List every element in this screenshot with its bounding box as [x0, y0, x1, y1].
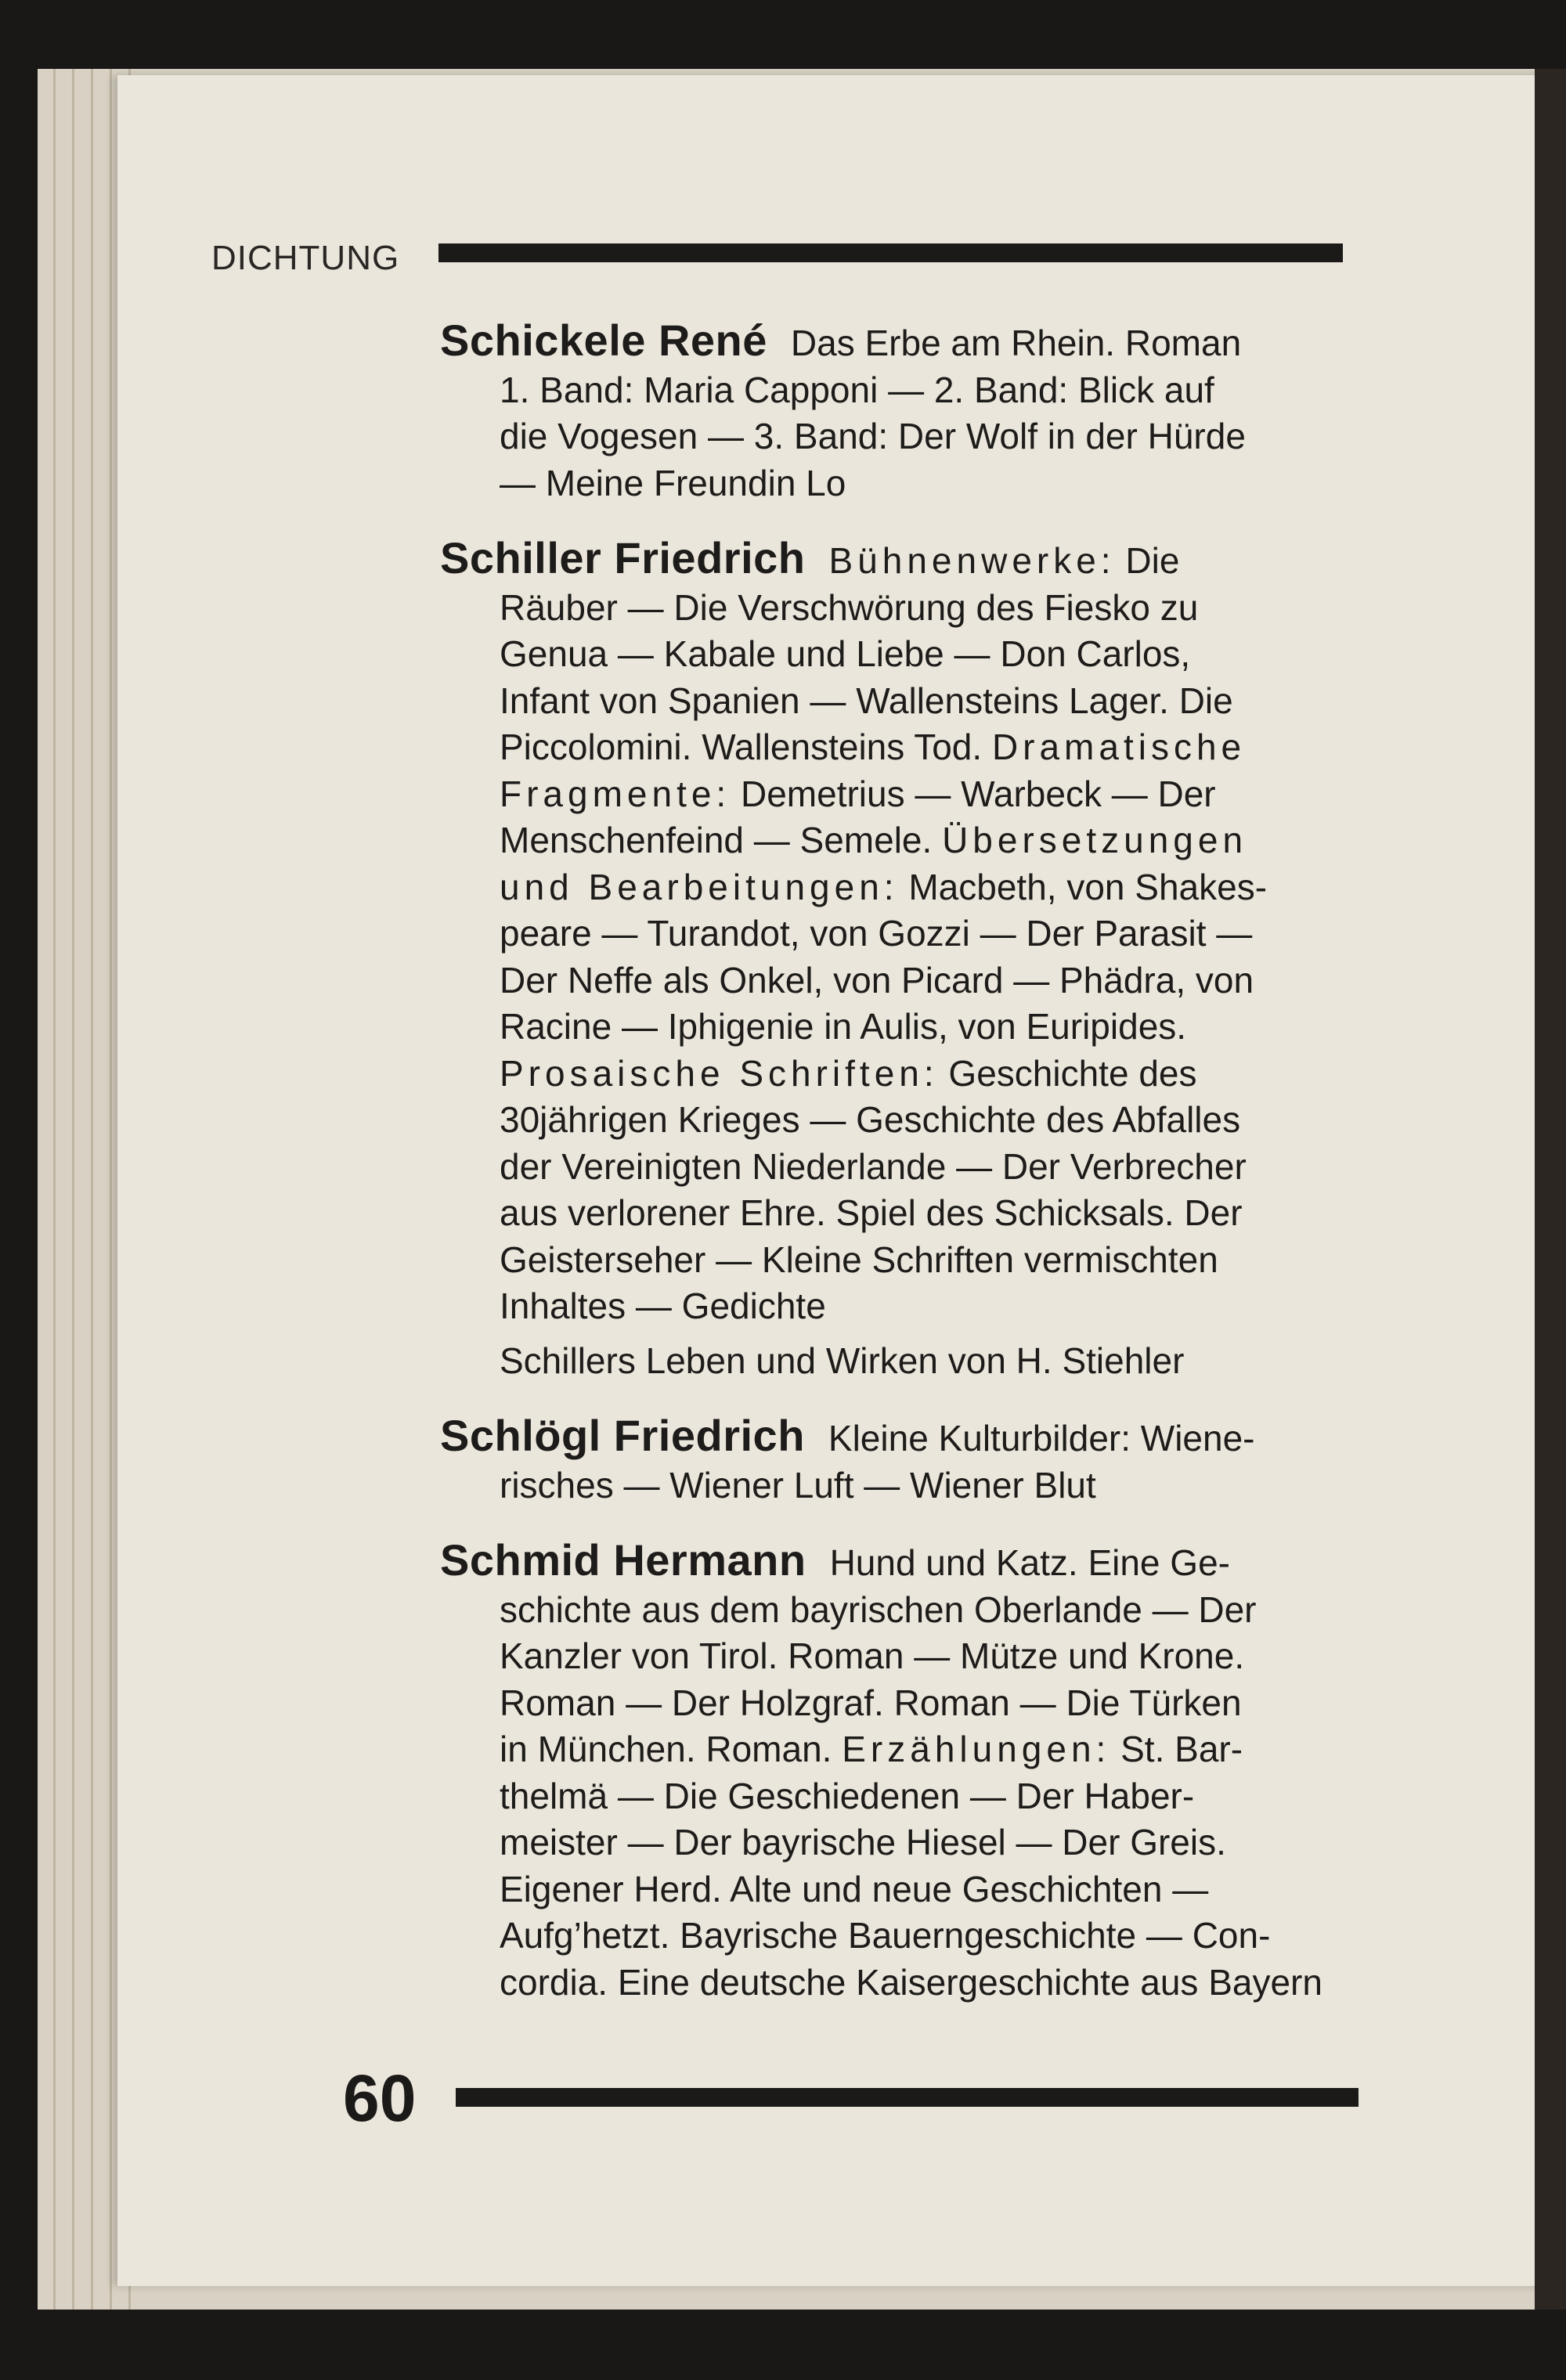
author-name: Schlögl Friedrich — [440, 1411, 805, 1460]
entry-line: cordia. Eine deutsche Kaisergeschichte aus Bayern — [500, 1961, 1322, 2003]
category-label: Bühnenwerke: — [828, 540, 1116, 581]
category-label: Fragmente: — [500, 773, 731, 814]
entry-schiller — [440, 535, 1364, 1384]
page-edge — [91, 69, 93, 2310]
entry-text: Das Erbe am Rhein. Roman — [790, 323, 1242, 363]
entry-first-line — [440, 1412, 1364, 1462]
entry-line — [440, 817, 1364, 864]
bibliography-list — [440, 317, 1364, 2034]
page-edge — [72, 69, 74, 2310]
entry-line: der Vereinigten Niederlande — Der Verbrecher — [500, 1145, 1247, 1187]
author-name: Schmid Hermann — [440, 1535, 806, 1585]
page-gutter-shadow — [1535, 69, 1566, 2310]
entry-text: Demetrius — Warbeck — Der — [731, 773, 1216, 814]
entry-text: Menschenfeind — Semele. — [500, 820, 943, 860]
entry-line: Racine — Iphigenie in Aulis, von Euripides. — [500, 1006, 1187, 1047]
entry-text: Kleine Kulturbilder: Wiene- — [828, 1418, 1255, 1459]
entry-line: peare — Turandot, von Gozzi — Der Parasit — — [500, 913, 1253, 954]
entry-line: risches — Wiener Luft — Wiener Blut — [500, 1464, 1096, 1506]
entry-text: Die — [1115, 540, 1180, 581]
entry-line: — Meine Freundin Lo — [500, 462, 846, 503]
page-edge — [53, 69, 56, 2310]
entry-note: Schillers Leben und Wirken von H. Stiehler — [500, 1340, 1185, 1381]
category-label: Dramatische — [991, 727, 1247, 767]
entry-line: Kanzler von Tirol. Roman — Mütze und Krone. — [500, 1635, 1245, 1676]
entry-text: Hund und Katz. Eine Ge- — [829, 1542, 1230, 1583]
entry-line: Aufg’hetzt. Bayrische Bauerngeschichte — Con- — [500, 1915, 1271, 1956]
author-name: Schickele René — [440, 316, 767, 365]
entry-line — [440, 1051, 1364, 1098]
author-name: Schiller Friedrich — [440, 533, 806, 582]
page-number: 60 — [343, 2061, 417, 2135]
entry-first-line — [440, 535, 1364, 585]
page-edge — [110, 69, 112, 2310]
entry-text: Geschichte des — [938, 1052, 1197, 1094]
entry-text: Piccolomini. Wallensteins Tod. — [500, 727, 992, 767]
entry-text: in München. Roman. — [500, 1729, 843, 1769]
entry-line — [440, 864, 1364, 911]
entry-line: Eigener Herd. Alte und neue Geschichten — — [500, 1868, 1209, 1909]
entry-schmid — [440, 1537, 1364, 2006]
entry-line: die Vogesen — 3. Band: Der Wolf in der Hürde — [500, 416, 1246, 456]
entry-line: Infant von Spanien — Wallensteins Lager. Die — [500, 680, 1233, 721]
entry-line: Roman — Der Holzgraf. Roman — Die Türken — [500, 1682, 1242, 1723]
entry-schloegl — [440, 1412, 1364, 1509]
entry-first-line — [440, 1537, 1364, 1587]
entry-line: Geisterseher — Kleine Schriften vermischten — [500, 1239, 1218, 1280]
category-label: und Bearbeitungen: — [500, 866, 899, 907]
entry-line: thelmä — Die Geschiedenen — Der Haber- — [500, 1775, 1195, 1816]
entry-text: Macbeth, von Shakes- — [898, 866, 1268, 907]
section-heading: DICHTUNG — [211, 239, 400, 277]
entry-first-line — [440, 317, 1364, 367]
entry-line: 1. Band: Maria Capponi — 2. Band: Blick auf — [500, 369, 1214, 410]
category-label: Prosaische Schriften: — [500, 1052, 939, 1094]
entry-schickele — [440, 317, 1364, 507]
category-label: Erzählungen: — [842, 1729, 1111, 1769]
entry-line: schichte aus dem bayrischen Oberlande — Der — [500, 1588, 1257, 1630]
entry-line — [440, 771, 1364, 818]
entry-line — [440, 1726, 1364, 1773]
entry-line: meister — Der bayrische Hiesel — Der Greis. — [500, 1822, 1226, 1863]
entry-line: aus verlorener Ehre. Spiel des Schicksals. Der — [500, 1192, 1243, 1233]
entry-line: Der Neffe als Onkel, von Picard — Phädra, von — [500, 959, 1254, 1001]
entry-line: Genua — Kabale und Liebe — Don Carlos, — [500, 633, 1191, 674]
entry-line: Inhaltes — Gedichte — [500, 1286, 826, 1326]
header-rule — [438, 243, 1343, 262]
entry-text: St. Bar- — [1110, 1729, 1243, 1769]
entry-line — [440, 724, 1364, 771]
entry-line: 30jährigen Krieges — Geschichte des Abfalles — [500, 1099, 1241, 1140]
category-label: Übersetzungen — [942, 820, 1248, 860]
entry-line: Räuber — Die Verschwörung des Fiesko zu — [500, 586, 1199, 628]
footer-rule — [456, 2088, 1359, 2107]
